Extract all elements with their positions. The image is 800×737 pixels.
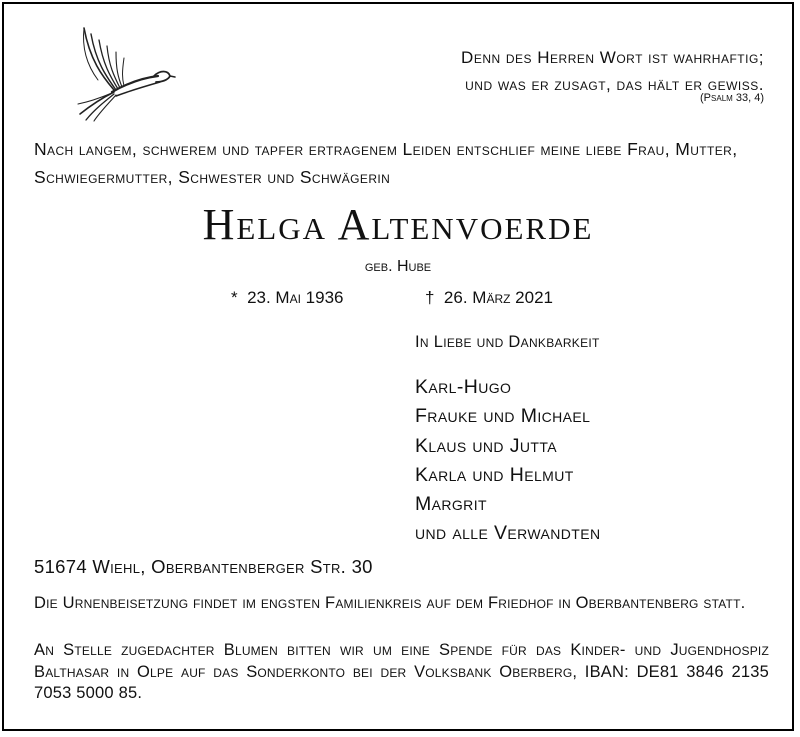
donation-note: An Stelle zugedachter Blumen bitten wir um eine Spende für das Kinder- und Jugendhospiz Balthasar in Olpe auf das Sonderkonto bei der Volksbank Oberberg, IBAN: DE81 3846 2135 7053 5000 85. [34,641,769,702]
list-item: Klaus und Jutta [415,434,558,457]
list-item: Margrit [415,493,487,516]
bible-verse [461,44,764,98]
birth-symbol: * [231,288,238,307]
list-item: Frauke und Michael [415,405,591,428]
verse-reference: (Psalm 33, 4) [700,92,764,104]
list-item: Karla und Helmut [415,463,574,486]
verse-line: Denn des Herren Wort ist wahrhaftig; [461,48,764,67]
verse-line: und was er zusagt, das hält er gewiss. [465,75,764,94]
dove-icon [76,26,176,122]
intro-text: Nach langem, schwerem und tapfer ertragenem Leiden entschlief meine liebe Frau, Mutter, Schwiegermutter, Schwester und Schwägerin [34,139,738,187]
address: 51674 Wiehl, Oberbantenberger Str. 30 [34,556,373,577]
list-item: Karl-Hugo [415,376,512,398]
maiden-name: geb. Hube [364,258,432,275]
death-date [425,288,553,308]
list-item: und alle Verwandten [415,522,601,545]
birth-date-text: 23. Mai 1936 [247,288,344,307]
death-date-text: 26. März 2021 [443,288,553,307]
burial-note: Die Urnenbeisetzung findet im engsten Familienkreis auf dem Friedhof in Oberbantenberg statt. [34,594,746,612]
cross-symbol: † [425,288,435,307]
mourners-list [415,373,600,549]
thanks-line: In Liebe und Dankbarkeit [415,333,600,351]
birth-date [231,288,343,308]
obituary-notice [2,2,794,731]
deceased-name: Helga Altenvoerde [202,200,594,249]
